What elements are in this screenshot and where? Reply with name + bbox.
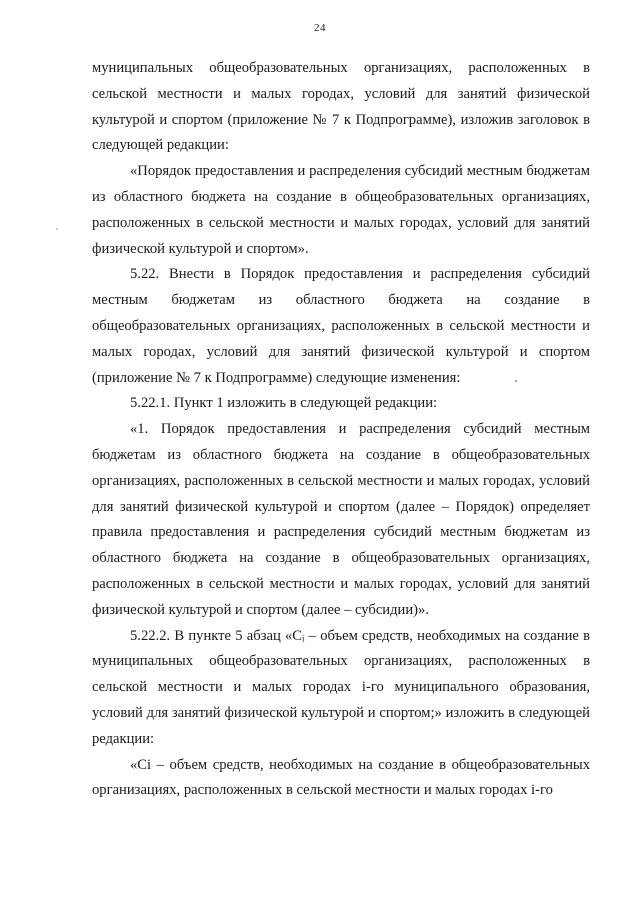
scan-speck: [56, 228, 58, 230]
page-number: 24: [314, 22, 326, 34]
document-body: [92, 56, 590, 804]
paragraph-continuation: муниципальных общеобразовательных организациях, расположенных в сельской местности и малых городах, условий для занятий физической культурой и спортом (приложение № 7 к Подпрограмме), изложив заголовок в следующей редакции:: [92, 60, 590, 154]
paragraph-clause-5-22: 5.22. Внести в Порядок предоставления и распределения субсидий местным бюджетам из областного бюджета на создание в общеобразовательных организациях, расположенных в сельской местности и малых городах, условий для занятий физической культурой и спортом (приложение № 7 к Подпрограмме) следующие изменения:: [92, 266, 590, 386]
paragraph-quoted-point-1: «1. Порядок предоставления и распределения субсидий местным бюджетам из областного бюджета на создание в общеобразовательных организациях, расположенных в сельской местности и малых городах, условий для занятий физической культурой и спортом (далее – Порядок) определяет правила предоставления и распределения субсидий местным бюджетам из областного бюджета на создание в общеобразовательных организациях, расположенных в сельской местности и малых городах, условий для занятий физической культурой и спортом (далее – субсидии)».: [92, 421, 590, 618]
paragraph-quoted-title: «Порядок предоставления и распределения субсидий местным бюджетам из областного бюджета на создание в общеобразовательных организациях, расположенных в сельской местности и малых городах, условий для занятий физической культурой и спортом».: [92, 163, 590, 257]
paragraph-quoted-ci: «Ci – объем средств, необходимых на создание в общеобразовательных организациях, расположенных в сельской местности и малых городах i-го: [92, 756, 590, 799]
scan-speck: [515, 380, 517, 382]
paragraph-clause-5-22-2: 5.22.2. В пункте 5 абзац «Cᵢ – объем средств, необходимых на создание в муниципальных общеобразовательных организациях, расположенных в сельской местности и малых городах i-го муниципального образования, условий для занятий физической культурой и спортом;» изложить в следующей редакции:: [92, 627, 590, 747]
paragraph-clause-5-22-1: 5.22.1. Пункт 1 изложить в следующей редакции:: [130, 395, 438, 412]
